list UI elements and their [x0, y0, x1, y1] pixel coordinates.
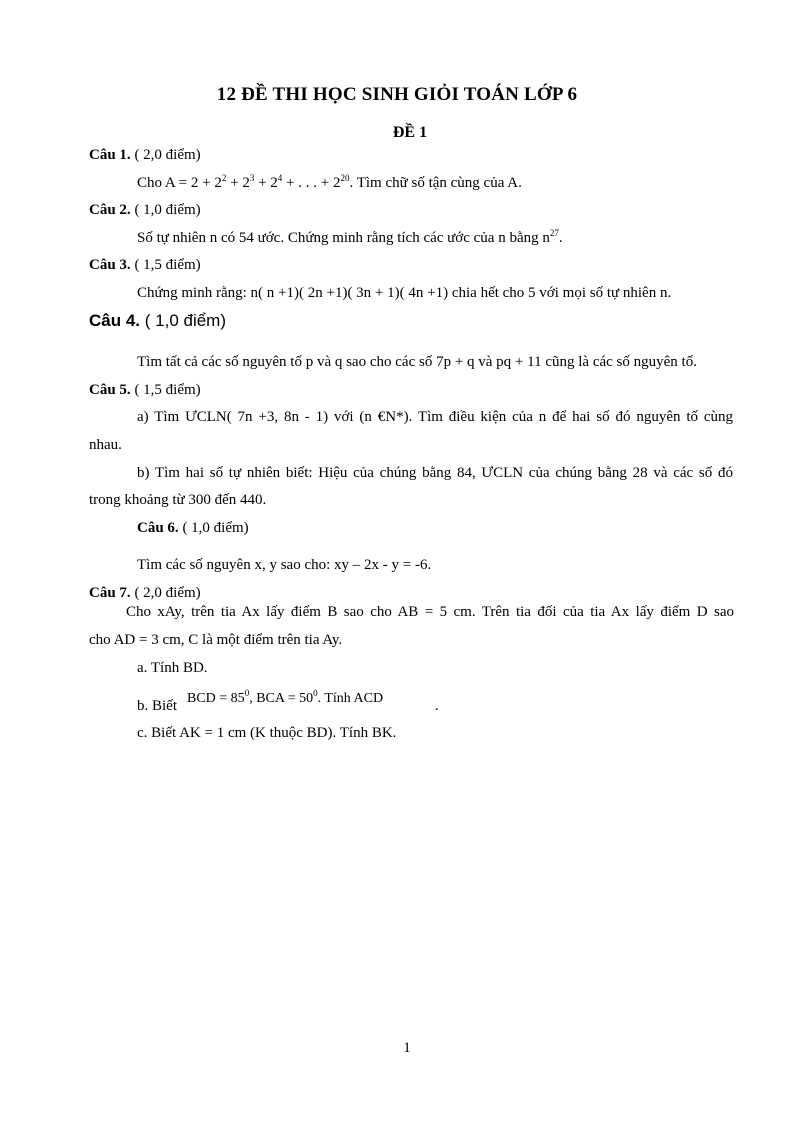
- question-5-points: ( 1,5 điểm): [130, 382, 201, 398]
- question-7-line-2: cho AD = 3 cm, C là một điểm trên tia Ay.: [89, 632, 343, 648]
- q1-exponent: 20: [340, 173, 350, 183]
- question-7b-equation: [187, 690, 383, 708]
- question-5a-line-2: nhau.: [89, 437, 122, 453]
- q1-exponent: 4: [277, 173, 283, 183]
- question-3-points: ( 1,5 điểm): [130, 257, 201, 273]
- question-2-label: Câu 2.: [89, 202, 131, 218]
- question-1-text: [137, 174, 522, 192]
- question-2-text: [137, 229, 563, 247]
- question-1-label: Câu 1.: [89, 147, 131, 163]
- question-3-heading: [89, 256, 201, 274]
- angle-bcd-expression: BCD = 85: [187, 691, 245, 706]
- document-title: 12 ĐỀ THI HỌC SINH GIỎI TOÁN LỚP 6: [216, 84, 578, 105]
- q1-text-part: + 2: [226, 175, 250, 191]
- question-2-heading: [89, 201, 201, 219]
- question-6-points: ( 1,0 điểm): [178, 520, 249, 536]
- question-6-text: Tìm các số nguyên x, y sao cho: xy – 2x - y = -6.: [137, 557, 432, 573]
- angle-bca-expression: , BCA = 50: [249, 691, 314, 706]
- page-number: 1: [403, 1040, 411, 1056]
- q1-text-part: + 2: [254, 175, 278, 191]
- question-7-line-1: Cho xAy, trên tia Ax lấy điểm B sao cho AB = 5 cm. Trên tia đối của tia Ax lấy điểm D sao: [126, 604, 734, 620]
- q2-text-part: Số tự nhiên n có 54 ước. Chứng minh rằng tích các ước của n bằng n: [137, 230, 550, 246]
- question-4-points: ( 1,0 điểm): [140, 311, 227, 330]
- q1-exponent: 3: [249, 173, 255, 183]
- question-5-label: Câu 5.: [89, 382, 131, 398]
- q1-text-part: + . . . + 2: [282, 175, 341, 191]
- question-7-points: ( 2,0 điểm): [130, 585, 201, 601]
- q1-exponent: 2: [221, 173, 227, 183]
- question-1-points: ( 2,0 điểm): [130, 147, 201, 163]
- question-5b-line-1: b) Tìm hai số tự nhiên biết: Hiệu của chúng bằng 84, ƯCLN của chúng bằng 28 và các số đó: [137, 465, 733, 481]
- question-4-label: Câu 4.: [89, 311, 141, 330]
- question-5a-line-1: a) Tìm ƯCLN( 7n +3, 8n - 1) với (n €N*). Tìm điều kiện của n để hai số đó nguyên tố cùng: [137, 409, 733, 425]
- question-3-text: Chứng minh rằng: n( n +1)( 2n +1)( 3n + 1)( 4n +1) chia hết cho 5 với mọi số tự nhiên n.: [137, 285, 672, 301]
- question-7-heading: [89, 584, 201, 602]
- question-5b-line-2: trong khoảng từ 300 đến 440.: [89, 492, 267, 508]
- q2-text-part: .: [558, 230, 563, 246]
- question-3-label: Câu 3.: [89, 257, 131, 273]
- question-1-heading: [89, 146, 201, 164]
- question-6-heading: [137, 519, 249, 537]
- angle-acd-expression: . Tính ACD: [317, 691, 384, 706]
- question-7b-period: .: [435, 698, 439, 714]
- question-4-text: Tìm tất cả các số nguyên tố p và q sao cho các số 7p + q và pq + 11 cũng là các số nguyên tố.: [137, 354, 697, 370]
- degree-mark: 0: [313, 688, 318, 698]
- q2-exponent: 27: [549, 228, 559, 238]
- question-7-label: Câu 7.: [89, 585, 131, 601]
- question-2-points: ( 1,0 điểm): [130, 202, 201, 218]
- exam-subtitle: ĐỀ 1: [392, 124, 428, 141]
- question-6-label: Câu 6.: [137, 520, 179, 536]
- question-7c-text: c. Biết AK = 1 cm (K thuộc BD). Tính BK.: [137, 725, 397, 741]
- question-7a-text: a. Tính BD.: [137, 660, 208, 676]
- question-7b-prefix: b. Biết: [137, 698, 177, 714]
- q1-text-part: . Tìm chữ số tận cùng của A.: [349, 175, 522, 191]
- degree-mark: 0: [244, 688, 250, 698]
- question-4-heading: [89, 312, 226, 330]
- q1-text-part: Cho A = 2 + 2: [137, 175, 222, 191]
- question-5-heading: [89, 381, 201, 399]
